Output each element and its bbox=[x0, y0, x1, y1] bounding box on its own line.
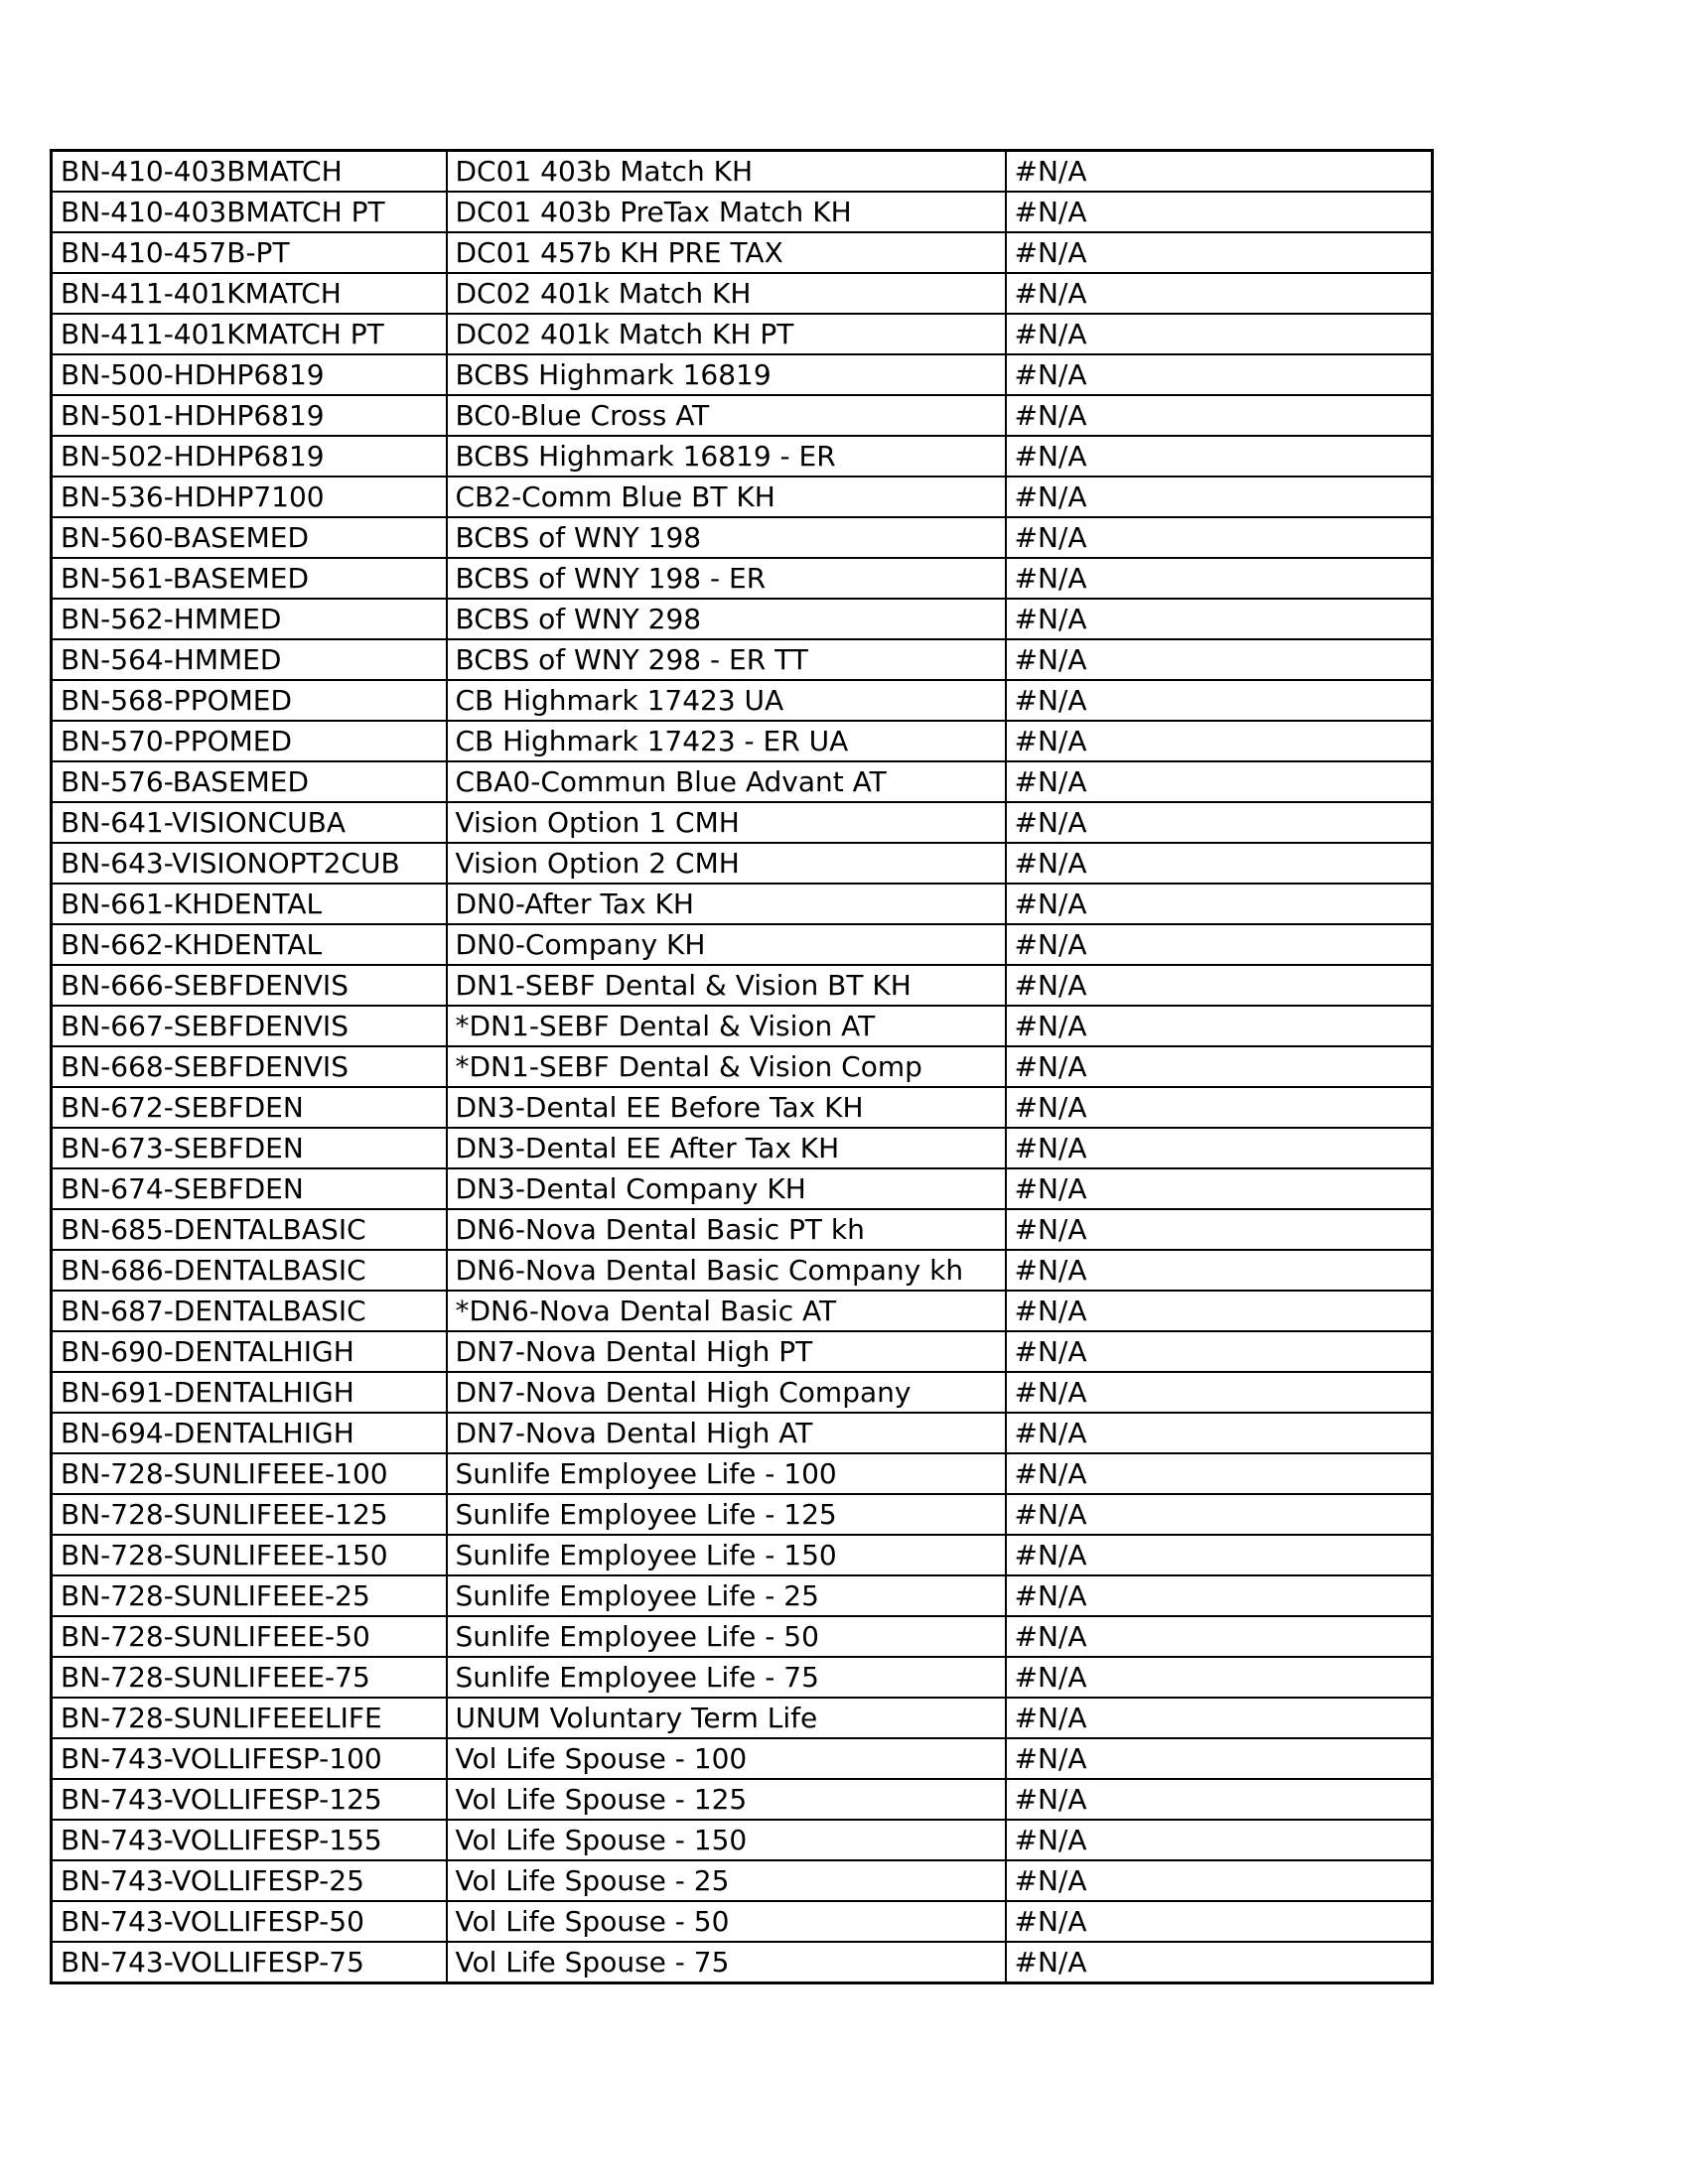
lookup-result-cell: #N/A bbox=[1006, 924, 1433, 965]
benefit-code-cell: BN-690-DENTALHIGH bbox=[52, 1331, 447, 1372]
benefit-code-cell: BN-687-DENTALBASIC bbox=[52, 1291, 447, 1331]
description-cell: DN7-Nova Dental High Company bbox=[447, 1372, 1006, 1413]
benefit-code-cell: BN-410-403BMATCH PT bbox=[52, 192, 447, 232]
description-cell: Sunlife Employee Life - 100 bbox=[447, 1453, 1006, 1494]
lookup-result-cell: #N/A bbox=[1006, 1901, 1433, 1942]
table-row bbox=[52, 1494, 1433, 1535]
lookup-result-cell: #N/A bbox=[1006, 1372, 1433, 1413]
lookup-result-cell: #N/A bbox=[1006, 1250, 1433, 1291]
benefit-code-cell: BN-686-DENTALBASIC bbox=[52, 1250, 447, 1291]
table-row bbox=[52, 1250, 1433, 1291]
table-row bbox=[52, 802, 1433, 843]
table-body bbox=[52, 151, 1433, 1983]
description-cell: *DN6-Nova Dental Basic AT bbox=[447, 1291, 1006, 1331]
description-cell: Sunlife Employee Life - 150 bbox=[447, 1535, 1006, 1575]
lookup-result-cell: #N/A bbox=[1006, 1168, 1433, 1209]
benefit-code-cell: BN-662-KHDENTAL bbox=[52, 924, 447, 965]
table-row bbox=[52, 1657, 1433, 1698]
description-cell: BCBS of WNY 198 - ER bbox=[447, 558, 1006, 599]
table-row bbox=[52, 1209, 1433, 1250]
lookup-result-cell: #N/A bbox=[1006, 1128, 1433, 1168]
description-cell: Vol Life Spouse - 100 bbox=[447, 1738, 1006, 1779]
table-row bbox=[52, 1616, 1433, 1657]
description-cell: UNUM Voluntary Term Life bbox=[447, 1698, 1006, 1738]
table-row bbox=[52, 151, 1433, 193]
lookup-result-cell: #N/A bbox=[1006, 1006, 1433, 1046]
benefit-code-cell: BN-743-VOLLIFESP-25 bbox=[52, 1860, 447, 1901]
lookup-result-cell: #N/A bbox=[1006, 761, 1433, 802]
benefit-code-cell: BN-666-SEBFDENVIS bbox=[52, 965, 447, 1006]
benefit-code-cell: BN-536-HDHP7100 bbox=[52, 477, 447, 517]
description-cell: DN3-Dental EE Before Tax KH bbox=[447, 1087, 1006, 1128]
lookup-result-cell: #N/A bbox=[1006, 599, 1433, 639]
table-row bbox=[52, 1453, 1433, 1494]
lookup-result-cell: #N/A bbox=[1006, 1209, 1433, 1250]
lookup-result-cell: #N/A bbox=[1006, 1331, 1433, 1372]
benefit-code-cell: BN-410-457B-PT bbox=[52, 232, 447, 273]
lookup-result-cell: #N/A bbox=[1006, 721, 1433, 761]
table-row bbox=[52, 965, 1433, 1006]
benefit-code-cell: BN-562-HMMED bbox=[52, 599, 447, 639]
lookup-result-cell: #N/A bbox=[1006, 1779, 1433, 1820]
description-cell: *DN1-SEBF Dental & Vision AT bbox=[447, 1006, 1006, 1046]
lookup-result-cell: #N/A bbox=[1006, 884, 1433, 924]
benefit-code-cell: BN-673-SEBFDEN bbox=[52, 1128, 447, 1168]
table-row bbox=[52, 1006, 1433, 1046]
lookup-result-cell: #N/A bbox=[1006, 1087, 1433, 1128]
description-cell: DN3-Dental Company KH bbox=[447, 1168, 1006, 1209]
lookup-result-cell: #N/A bbox=[1006, 436, 1433, 477]
table-row bbox=[52, 843, 1433, 884]
table-row bbox=[52, 680, 1433, 721]
table-row bbox=[52, 1128, 1433, 1168]
benefit-code-cell: BN-728-SUNLIFEEE-25 bbox=[52, 1575, 447, 1616]
description-cell: DN1-SEBF Dental & Vision BT KH bbox=[447, 965, 1006, 1006]
table-row bbox=[52, 1698, 1433, 1738]
benefit-code-cell: BN-728-SUNLIFEEE-150 bbox=[52, 1535, 447, 1575]
table-row bbox=[52, 1820, 1433, 1860]
table-row bbox=[52, 761, 1433, 802]
description-cell: DN6-Nova Dental Basic PT kh bbox=[447, 1209, 1006, 1250]
lookup-result-cell: #N/A bbox=[1006, 1453, 1433, 1494]
benefit-code-cell: BN-668-SEBFDENVIS bbox=[52, 1046, 447, 1087]
description-cell: Sunlife Employee Life - 50 bbox=[447, 1616, 1006, 1657]
table-row bbox=[52, 558, 1433, 599]
table-row bbox=[52, 1331, 1433, 1372]
benefit-code-cell: BN-667-SEBFDENVIS bbox=[52, 1006, 447, 1046]
table-row bbox=[52, 436, 1433, 477]
benefit-code-cell: BN-568-PPOMED bbox=[52, 680, 447, 721]
table-row bbox=[52, 1901, 1433, 1942]
description-cell: Vision Option 2 CMH bbox=[447, 843, 1006, 884]
description-cell: Vision Option 1 CMH bbox=[447, 802, 1006, 843]
benefit-code-cell: BN-560-BASEMED bbox=[52, 517, 447, 558]
description-cell: CB Highmark 17423 - ER UA bbox=[447, 721, 1006, 761]
benefit-code-cell: BN-743-VOLLIFESP-75 bbox=[52, 1942, 447, 1983]
description-cell: Vol Life Spouse - 150 bbox=[447, 1820, 1006, 1860]
benefit-code-cell: BN-674-SEBFDEN bbox=[52, 1168, 447, 1209]
lookup-result-cell: #N/A bbox=[1006, 1046, 1433, 1087]
description-cell: DC01 403b Match KH bbox=[447, 151, 1006, 193]
lookup-result-cell: #N/A bbox=[1006, 1535, 1433, 1575]
description-cell: DC02 401k Match KH bbox=[447, 273, 1006, 314]
description-cell: CB Highmark 17423 UA bbox=[447, 680, 1006, 721]
lookup-result-cell: #N/A bbox=[1006, 1575, 1433, 1616]
table-row bbox=[52, 1372, 1433, 1413]
lookup-result-cell: #N/A bbox=[1006, 843, 1433, 884]
table-row bbox=[52, 1860, 1433, 1901]
benefit-code-cell: BN-691-DENTALHIGH bbox=[52, 1372, 447, 1413]
description-cell: DC02 401k Match KH PT bbox=[447, 314, 1006, 354]
table-row bbox=[52, 477, 1433, 517]
lookup-result-cell: #N/A bbox=[1006, 1820, 1433, 1860]
benefit-code-table bbox=[50, 149, 1434, 1984]
lookup-result-cell: #N/A bbox=[1006, 232, 1433, 273]
description-cell: CB2-Comm Blue BT KH bbox=[447, 477, 1006, 517]
lookup-result-cell: #N/A bbox=[1006, 1657, 1433, 1698]
table-row bbox=[52, 721, 1433, 761]
table-row bbox=[52, 232, 1433, 273]
benefit-code-cell: BN-743-VOLLIFESP-155 bbox=[52, 1820, 447, 1860]
lookup-result-cell: #N/A bbox=[1006, 354, 1433, 395]
lookup-result-cell: #N/A bbox=[1006, 1942, 1433, 1983]
benefit-code-cell: BN-743-VOLLIFESP-50 bbox=[52, 1901, 447, 1942]
table-row bbox=[52, 884, 1433, 924]
description-cell: Sunlife Employee Life - 75 bbox=[447, 1657, 1006, 1698]
lookup-result-cell: #N/A bbox=[1006, 1494, 1433, 1535]
description-cell: DC01 403b PreTax Match KH bbox=[447, 192, 1006, 232]
lookup-result-cell: #N/A bbox=[1006, 395, 1433, 436]
benefit-code-cell: BN-728-SUNLIFEEE-75 bbox=[52, 1657, 447, 1698]
benefit-code-cell: BN-411-401KMATCH PT bbox=[52, 314, 447, 354]
description-cell: DN7-Nova Dental High PT bbox=[447, 1331, 1006, 1372]
benefit-code-cell: BN-661-KHDENTAL bbox=[52, 884, 447, 924]
description-cell: DN3-Dental EE After Tax KH bbox=[447, 1128, 1006, 1168]
description-cell: CBA0-Commun Blue Advant AT bbox=[447, 761, 1006, 802]
lookup-result-cell: #N/A bbox=[1006, 314, 1433, 354]
benefit-code-cell: BN-501-HDHP6819 bbox=[52, 395, 447, 436]
benefit-code-cell: BN-743-VOLLIFESP-100 bbox=[52, 1738, 447, 1779]
lookup-result-cell: #N/A bbox=[1006, 1698, 1433, 1738]
table-row bbox=[52, 924, 1433, 965]
lookup-result-cell: #N/A bbox=[1006, 680, 1433, 721]
benefit-code-cell: BN-672-SEBFDEN bbox=[52, 1087, 447, 1128]
lookup-result-cell: #N/A bbox=[1006, 1413, 1433, 1453]
table-row bbox=[52, 1738, 1433, 1779]
description-cell: Vol Life Spouse - 125 bbox=[447, 1779, 1006, 1820]
benefit-code-cell: BN-500-HDHP6819 bbox=[52, 354, 447, 395]
description-cell: BCBS Highmark 16819 bbox=[447, 354, 1006, 395]
lookup-result-cell: #N/A bbox=[1006, 1738, 1433, 1779]
description-cell: BCBS of WNY 298 - ER TT bbox=[447, 639, 1006, 680]
description-cell: BCBS of WNY 198 bbox=[447, 517, 1006, 558]
benefit-code-cell: BN-728-SUNLIFEEE-50 bbox=[52, 1616, 447, 1657]
lookup-result-cell: #N/A bbox=[1006, 273, 1433, 314]
description-cell: DN7-Nova Dental High AT bbox=[447, 1413, 1006, 1453]
table-row bbox=[52, 1535, 1433, 1575]
table-row bbox=[52, 1779, 1433, 1820]
description-cell: Vol Life Spouse - 75 bbox=[447, 1942, 1006, 1983]
description-cell: DN0-After Tax KH bbox=[447, 884, 1006, 924]
lookup-result-cell: #N/A bbox=[1006, 558, 1433, 599]
table-row bbox=[52, 599, 1433, 639]
description-cell: Vol Life Spouse - 25 bbox=[447, 1860, 1006, 1901]
benefit-code-cell: BN-561-BASEMED bbox=[52, 558, 447, 599]
benefit-code-cell: BN-502-HDHP6819 bbox=[52, 436, 447, 477]
description-cell: *DN1-SEBF Dental & Vision Comp bbox=[447, 1046, 1006, 1087]
description-cell: Vol Life Spouse - 50 bbox=[447, 1901, 1006, 1942]
table-row bbox=[52, 1413, 1433, 1453]
table-row bbox=[52, 1087, 1433, 1128]
description-cell: BCBS Highmark 16819 - ER bbox=[447, 436, 1006, 477]
lookup-result-cell: #N/A bbox=[1006, 802, 1433, 843]
benefit-code-cell: BN-411-401KMATCH bbox=[52, 273, 447, 314]
benefit-code-cell: BN-564-HMMED bbox=[52, 639, 447, 680]
lookup-result-cell: #N/A bbox=[1006, 965, 1433, 1006]
lookup-result-cell: #N/A bbox=[1006, 517, 1433, 558]
table-row bbox=[52, 192, 1433, 232]
table-row bbox=[52, 1046, 1433, 1087]
lookup-result-cell: #N/A bbox=[1006, 1616, 1433, 1657]
description-cell: Sunlife Employee Life - 125 bbox=[447, 1494, 1006, 1535]
benefit-code-cell: BN-576-BASEMED bbox=[52, 761, 447, 802]
benefit-code-cell: BN-728-SUNLIFEEELIFE bbox=[52, 1698, 447, 1738]
table-row bbox=[52, 639, 1433, 680]
benefit-code-cell: BN-641-VISIONCUBA bbox=[52, 802, 447, 843]
description-cell: BC0-Blue Cross AT bbox=[447, 395, 1006, 436]
lookup-result-cell: #N/A bbox=[1006, 151, 1433, 193]
benefit-code-cell: BN-743-VOLLIFESP-125 bbox=[52, 1779, 447, 1820]
benefit-code-cell: BN-728-SUNLIFEEE-100 bbox=[52, 1453, 447, 1494]
table-row bbox=[52, 273, 1433, 314]
table-row bbox=[52, 354, 1433, 395]
table-row bbox=[52, 1291, 1433, 1331]
benefit-code-cell: BN-685-DENTALBASIC bbox=[52, 1209, 447, 1250]
lookup-result-cell: #N/A bbox=[1006, 477, 1433, 517]
lookup-result-cell: #N/A bbox=[1006, 1860, 1433, 1901]
benefit-code-cell: BN-728-SUNLIFEEE-125 bbox=[52, 1494, 447, 1535]
lookup-result-cell: #N/A bbox=[1006, 1291, 1433, 1331]
table-row bbox=[52, 1575, 1433, 1616]
description-cell: DN0-Company KH bbox=[447, 924, 1006, 965]
table-row bbox=[52, 395, 1433, 436]
benefit-code-cell: BN-410-403BMATCH bbox=[52, 151, 447, 193]
lookup-result-cell: #N/A bbox=[1006, 192, 1433, 232]
description-cell: DN6-Nova Dental Basic Company kh bbox=[447, 1250, 1006, 1291]
description-cell: Sunlife Employee Life - 25 bbox=[447, 1575, 1006, 1616]
table-row bbox=[52, 314, 1433, 354]
table-row bbox=[52, 1168, 1433, 1209]
table-row bbox=[52, 517, 1433, 558]
benefit-code-cell: BN-570-PPOMED bbox=[52, 721, 447, 761]
description-cell: BCBS of WNY 298 bbox=[447, 599, 1006, 639]
table-row bbox=[52, 1942, 1433, 1983]
lookup-result-cell: #N/A bbox=[1006, 639, 1433, 680]
benefit-code-cell: BN-643-VISIONOPT2CUB bbox=[52, 843, 447, 884]
benefit-code-cell: BN-694-DENTALHIGH bbox=[52, 1413, 447, 1453]
description-cell: DC01 457b KH PRE TAX bbox=[447, 232, 1006, 273]
